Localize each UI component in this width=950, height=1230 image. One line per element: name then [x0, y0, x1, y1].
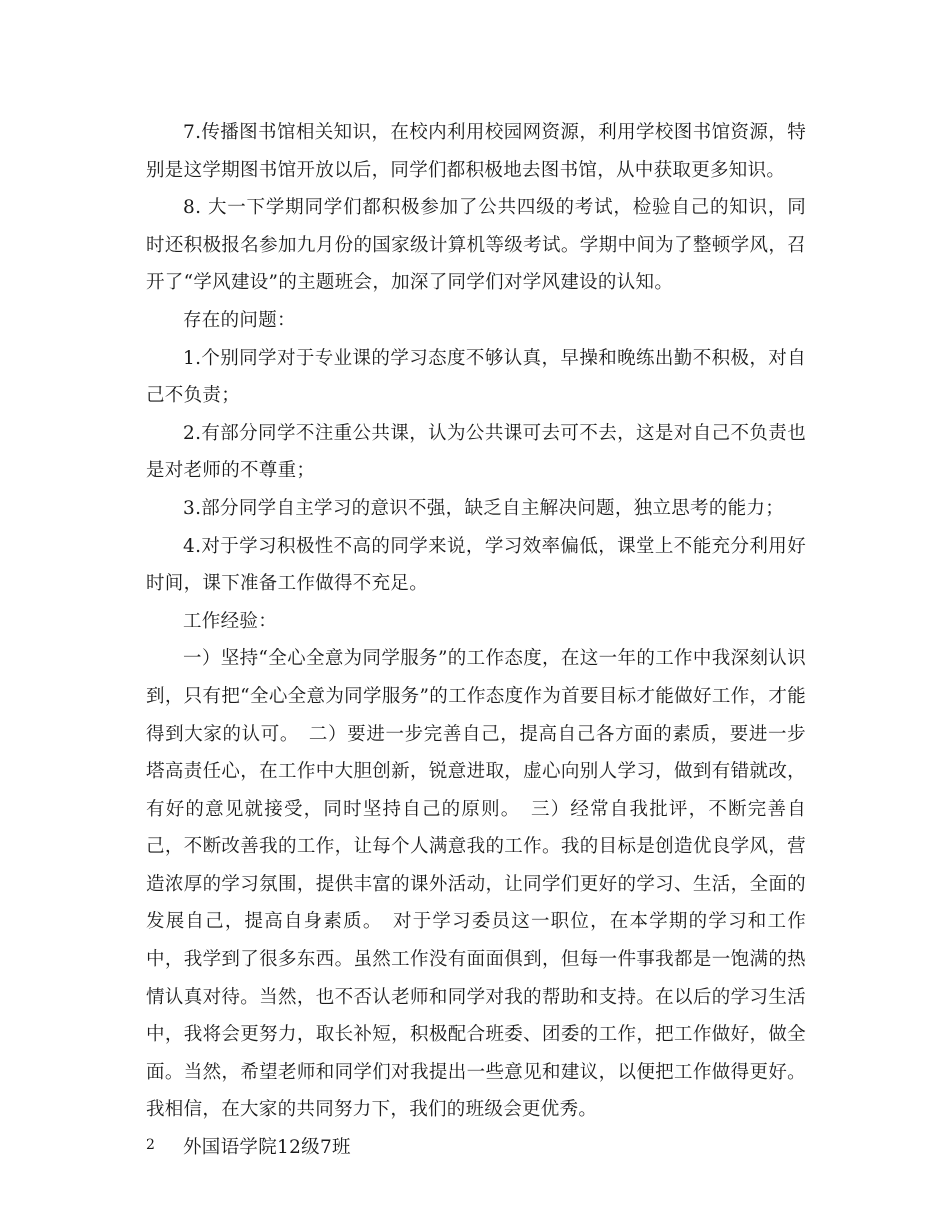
problem-item-4: 4.对于学习积极性不高的同学来说，学习效率偏低，课堂上不能充分利用好时间，课下准备工作做得不充足。 [146, 535, 806, 595]
problem-item-1: 1.个别同学对于专业课的学习态度不够认真，早操和晚练出勤不积极，对自己不负责； [146, 347, 806, 407]
problem-item-3: 3.部分同学自主学习的意识不强，缺乏自主解决问题，独立思考的能力； [183, 497, 785, 519]
paragraph-item-8: 8. 大一下学期同学们都积极参加了公共四级的考试，检验自己的知识，同时还积极报名参加九月份的国家级计算机等级考试。学期中间为了整顿学风，召开了“学风建设”的主题班会，加深了同学们对学风建设的认知。 [146, 197, 806, 294]
paragraph-item-7: 7.传播图书馆相关知识，在校内利用校园网资源，利用学校图书馆资源，特别是这学期图书馆开放以后，同学们都积极地去图书馆，从中获取更多知识。 [146, 122, 806, 181]
signature-line: 外国语学院12级7班 [183, 1137, 351, 1159]
section-heading-experience: 工作经验： [183, 610, 278, 632]
problem-item-2: 2.有部分同学不注重公共课，认为公共课可去可不去，这是对自己不负责也是对老师的不尊重； [146, 422, 806, 482]
section-heading-problems: 存在的问题： [183, 309, 296, 331]
experience-paragraph: 一）坚持“全心全意为同学服务”的工作态度，在这一年的工作中我深刻认识到，只有把“全心全意为同学服务”的工作态度作为首要目标才能做好工作，才能得到大家的认可。 二）要进一步完善自己，提高自己各方面的素质，要进一步塔高责任心，在工作中大胆创新，锐意进取，虚心向别人学习，做到有错就改，有好的意见就接受，同时坚持自己的原则。 三）经常自我批评，不断完善自己，不断改善我的工作，让每个人满意我的工作。我的目标是创造优良学风，营造浓厚的学习氛围，提供丰富的课外活动，让同学们更好的学习、生活，全面的发展自己，提高自身素质。 对于学习委员这一职位，在本学期的学习和工作中，我学到了很多东西。虽然工作没有面面俱到，但每一件事我都是一饱满的热情认真对待。当然，也不否认老师和同学对我的帮助和支持。在以后的学习生活中，我将会更努力，取长补短，积极配合班委、团委的工作，把工作做好，做全面。当然，希望老师和同学们对我提出一些意见和建议，以便把工作做得更好。我相信，在大家的共同努力下，我们的班级会更优秀。 [146, 648, 806, 1121]
document-body [146, 114, 806, 1167]
page-number: 2 [146, 1137, 155, 1153]
